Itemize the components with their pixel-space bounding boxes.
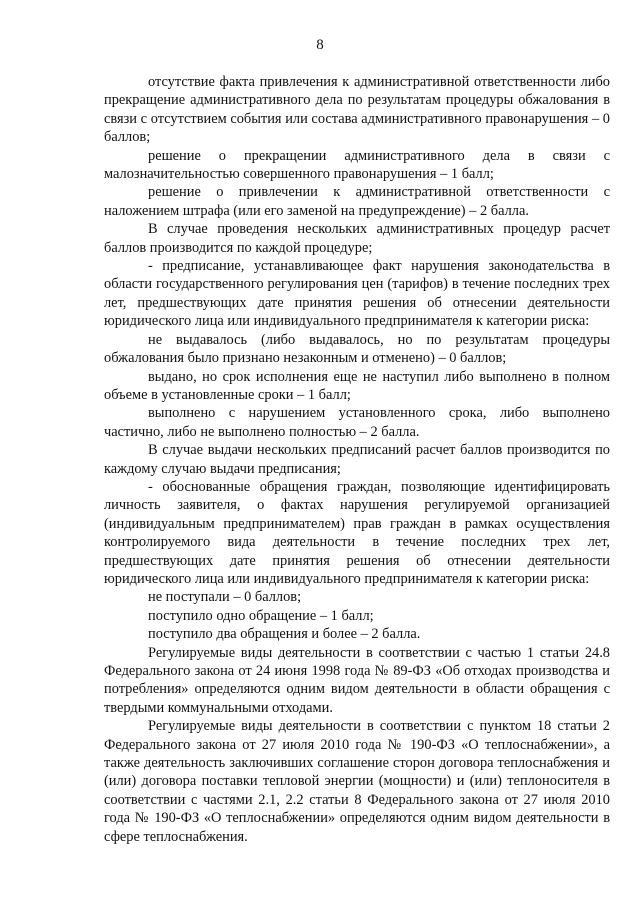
paragraph: - предписание, устанавливающее факт нарушения законодательства в области государственного регулирования цен (тарифов) в течение последних трех лет, предшествующих дате принятия решения об отнесении деятельности юридического лица или индивидуального предпринимателя к категории риска: [104, 258, 610, 330]
paragraph: отсутствие факта привлечения к административной ответственности либо прекращение административного дела по результатам процедуры обжалования в связи с отсутствием события или состава административного правонарушения – 0 баллов; [104, 74, 610, 146]
paragraph: Регулируемые виды деятельности в соответствии с частью 1 статьи 24.8 Федерального закона от 24 июня 1998 года № 89-ФЗ «Об отходах производства и потребления» определяются одним видом деятельности в области обращения с твердыми коммунальными отходами. [104, 644, 610, 716]
paragraph: решение о привлечении к административной ответственности с наложением штрафа (или его заменой на предупреждение) – 2 балла. [104, 184, 610, 219]
paragraph: не поступали – 0 баллов; [148, 589, 302, 606]
paragraph: не выдавалось (либо выдавалось, но по результатам процедуры обжалования было признано незаконным и отменено) – 0 баллов; [104, 331, 610, 367]
paragraph: Регулируемые виды деятельности в соответствии с пунктом 18 статьи 2 Федерального закона от 27 июля 2010 года № 190-ФЗ «О теплоснабжении», а также деятельность заключивших соглашение сторон договора теплоснабжения и (или) договора поставки тепловой энергии (мощности) и (или) теплоносителя в соответствии с частями 2.1, 2.2 статьи 8 Федерального закона от 27 июля 2010 года № 190-ФЗ «О теплоснабжении» определяются одним видом деятельности в сфере теплоснабжения. [104, 718, 610, 845]
paragraph: выполнено с нарушением установленного срока, либо выполнено частично, либо не выполнено полностью – 2 балла. [104, 405, 610, 440]
paragraph: поступило одно обращение – 1 балл; [148, 607, 374, 624]
paragraph: поступило два обращения и более – 2 балла. [148, 626, 421, 643]
paragraph: решение о прекращении административного дела в связи с малозначительностью совершенного правонарушения – 1 балл; [104, 147, 610, 183]
paragraph: - обоснованные обращения граждан, позволяющие идентифицировать личность заявителя, о фактах нарушения регулируемой организацией (индивидуальным предпринимателем) прав граждан в рамках осуществления контролируемого вида деятельности в течение последних трех лет, предшествующих дате принятия решения об отнесении деятельности юридического лица или индивидуального предпринимателя к категории риска: [104, 478, 610, 587]
paragraph: выдано, но срок исполнения еще не наступил либо выполнено в полном объеме в установленные сроки – 1 балл; [104, 368, 610, 403]
paragraph: В случае выдачи нескольких предписаний расчет баллов производится по каждому случаю выдачи предписания; [104, 442, 610, 477]
document-body [104, 73, 610, 846]
page-number: 8 [316, 37, 324, 53]
paragraph: В случае проведения нескольких административных процедур расчет баллов производится по каждой процедуре; [104, 221, 610, 256]
